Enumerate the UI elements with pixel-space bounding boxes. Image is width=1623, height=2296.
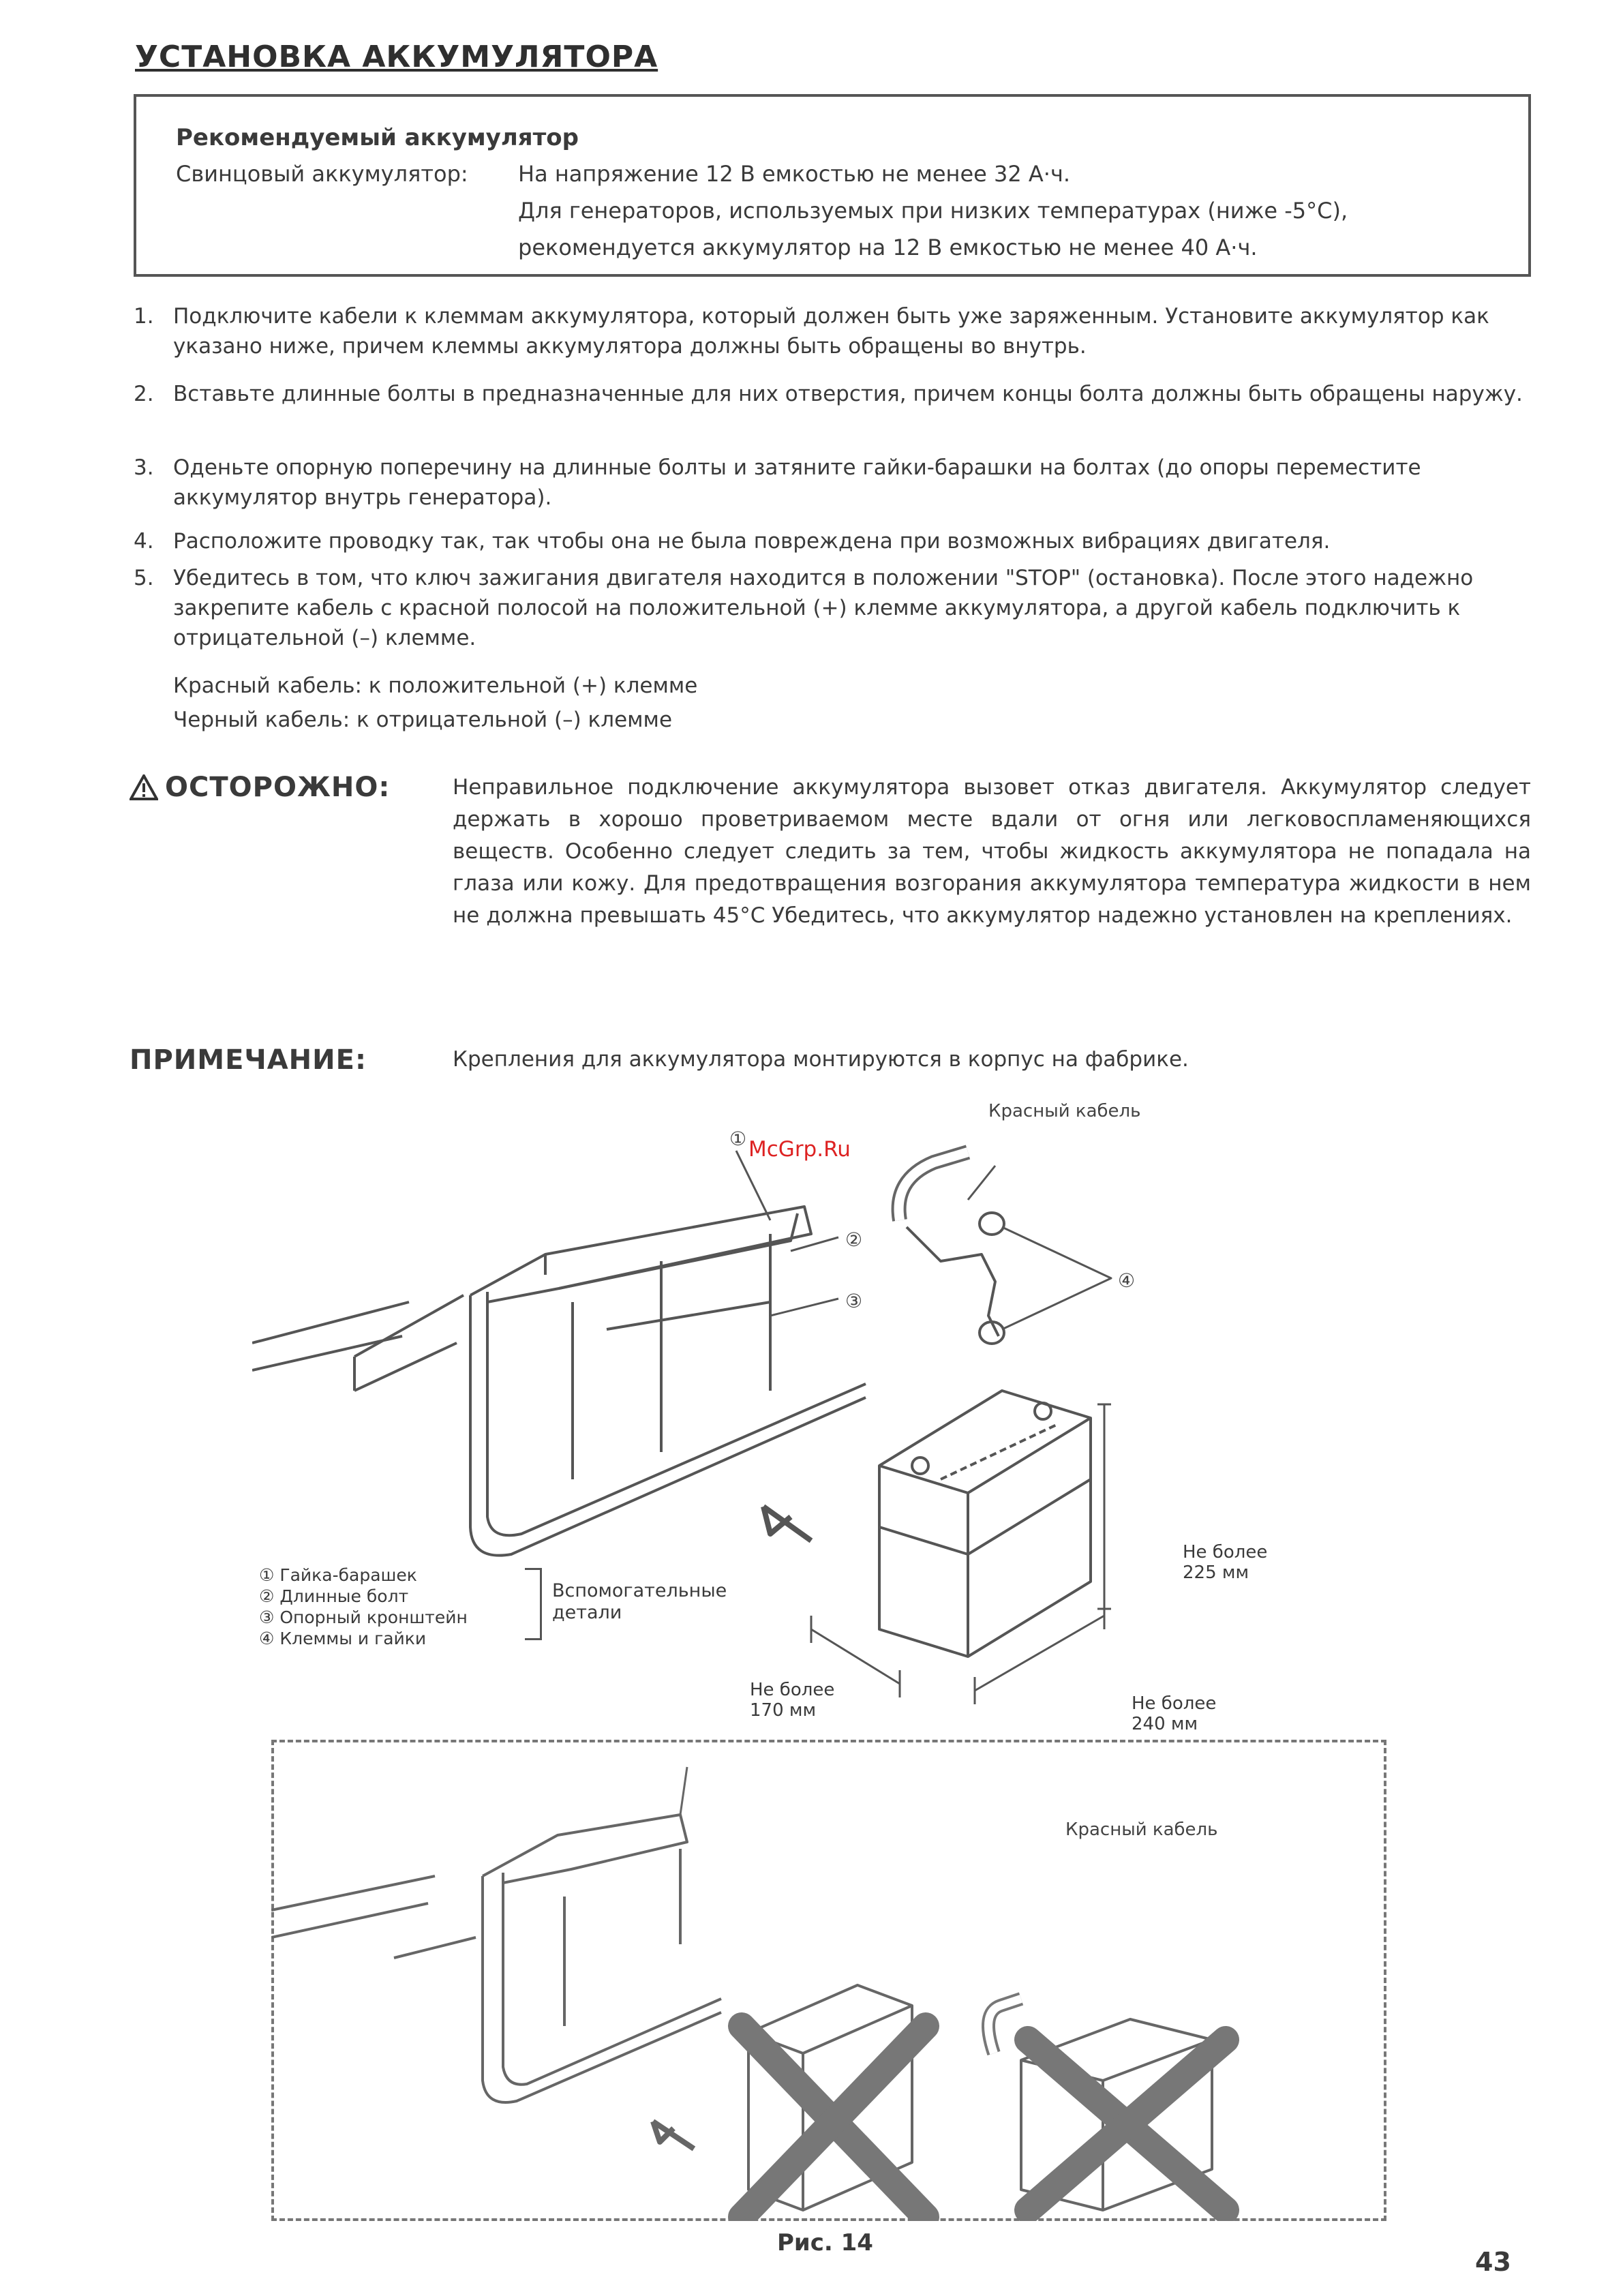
dimension-length: Не более 240 мм: [1132, 1693, 1217, 1734]
step-number: 5.: [134, 566, 154, 590]
legend-item: ② Длинные болт: [259, 1586, 409, 1606]
step-4: [134, 526, 1531, 556]
black-cable-instruction: Черный кабель: к отрицательной (–) клемме: [173, 708, 673, 732]
warning-label-text: ОСТОРОЖНО:: [165, 772, 391, 803]
step-5: [134, 563, 1531, 653]
battery-drawing: [879, 1391, 1091, 1657]
legend-item: ④ Клеммы и гайки: [259, 1629, 427, 1648]
step-text: Вставьте длинные болты в предназначенные для них отверстия, причем концы болта должны быть обращены наружу.: [173, 382, 1523, 406]
callout-2: ②: [845, 1228, 863, 1251]
step-number: 4.: [134, 529, 154, 554]
step-text: Убедитесь в том, что ключ зажигания двигателя находится в положении "STOP" (остановка). После этого надежно закрепите кабель с красной полосой на положительной (+) клемме аккумулятора, а другой кабель подключить к отрицательной (–) клемме.: [173, 566, 1474, 650]
callout-3: ③: [845, 1290, 863, 1312]
red-cable-drawing: [899, 1152, 1111, 1344]
spec-heading: Рекомендуемый аккумулятор: [176, 124, 579, 151]
step-text: Подключите кабели к клеммам аккумулятора, который должен быть уже заряженным. Установите аккумулятор как указано ниже, причем клеммы аккумулятора должны быть обращены во внутрь.: [173, 304, 1489, 359]
callout-1: ①: [729, 1128, 747, 1150]
spec-line-2: Для генераторов, используемых при низких температурах (ниже -5°С),: [518, 198, 1348, 224]
cross-mark-icon: [1028, 2040, 1226, 2210]
spec-line-3: рекомендуется аккумулятор на 12 В емкостью не менее 40 А·ч.: [518, 235, 1258, 260]
step-2: [134, 379, 1531, 409]
page-title: УСТАНОВКА АККУМУЛЯТОРА: [135, 40, 658, 74]
warning-triangle-icon: [130, 774, 158, 800]
page-number: 43: [1475, 2247, 1511, 2277]
note-text: Крепления для аккумулятора монтируются в корпус на фабрике.: [453, 1047, 1189, 1072]
step-text: Оденьте опорную поперечину на длинные болты и затяните гайки-барашки на болтах (до опоры переместите аккумулятор внутрь генератора).: [173, 455, 1421, 510]
dimension-width: Не более 170 мм: [750, 1680, 835, 1721]
incorrect-installation-diagram: [271, 1740, 1386, 2221]
warning-text: Неправильное подключение аккумулятора вызовет отказ двигателя. Аккумулятор следует держать в хорошо проветриваемом месте вдали от огня или легковоспламеняющихся веществ. Особенно следует следить за тем, чтобы жидкость аккумулятора не попадала на глаза или кожу. Для предотвращения возгорания аккумулятора температура жидкости в нем не должна превышать 45°С Убедитесь, что аккумулятор надежно установлен на креплениях.: [453, 775, 1531, 928]
figure-caption: Рис. 14: [777, 2229, 873, 2256]
insert-direction-arrow: [763, 1507, 811, 1541]
note-label: ПРИМЕЧАНИЕ:: [130, 1044, 367, 1076]
step-3: [134, 453, 1531, 513]
red-cable-label-bottom: Красный кабель: [1065, 1819, 1218, 1840]
generator-frame-drawing: [252, 1207, 866, 1556]
red-cable-instruction: Красный кабель: к положительной (+) клемме: [173, 674, 698, 698]
step-1: [134, 301, 1531, 361]
spec-line-1: На напряжение 12 В емкостью не менее 32 А·ч.: [518, 161, 1071, 187]
cross-mark-icon: [742, 2026, 926, 2217]
dimension-height: Не более 225 мм: [1183, 1542, 1268, 1583]
legend-list: [259, 1565, 468, 1649]
step-text: Расположите проводку так, так чтобы она не была повреждена при возможных вибрациях двигателя.: [173, 529, 1331, 554]
spec-label: Свинцовый аккумулятор:: [176, 161, 468, 187]
battery-installation-diagram: [252, 1098, 1288, 1752]
step-number: 3.: [134, 455, 154, 480]
legend-item: ① Гайка-барашек: [259, 1565, 417, 1585]
red-cable-label: Красный кабель: [988, 1101, 1141, 1121]
watermark: McGrp.Ru: [748, 1137, 851, 1162]
legend-bracket: [525, 1568, 542, 1640]
step-number: 1.: [134, 304, 154, 329]
legend-group-label: Вспомогательные детали: [552, 1580, 727, 1623]
legend-item: ③ Опорный кронштейн: [259, 1607, 468, 1627]
callout-4: ④: [1118, 1269, 1136, 1292]
warning-label: [130, 772, 390, 803]
step-number: 2.: [134, 382, 154, 406]
